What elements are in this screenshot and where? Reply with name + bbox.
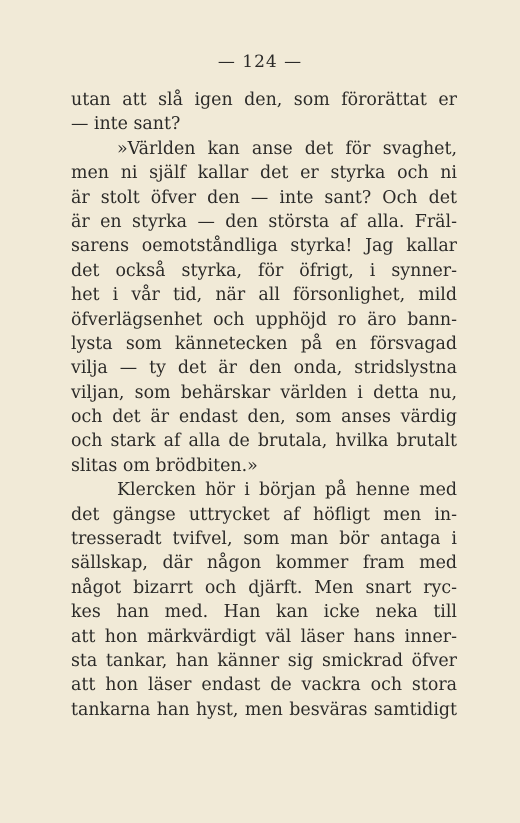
text-line: att hon läser endast de vackra och stora — [71, 675, 457, 696]
body-text — [71, 88, 457, 722]
text-line: het i vår tid, när all försonlighet, mild — [71, 285, 457, 306]
text-line: lysta som kännetecken på en försvagad — [71, 333, 457, 354]
text-line: är en styrka — den största af alla. Fräl- — [71, 211, 457, 232]
text-line: Klercken hör i början på henne med — [117, 480, 457, 501]
text-line: det gängse uttrycket af höfligt men in- — [71, 504, 457, 525]
text-line: — inte sant? — [71, 114, 181, 135]
text-line: vilja — ty det är den onda, stridslystna — [71, 358, 457, 379]
text-line: något bizarrt och djärft. Men snart ryc- — [71, 577, 457, 598]
text-line: slitas om brödbiten.» — [71, 455, 258, 476]
text-line: men ni själf kallar det er styrka och ni — [71, 163, 457, 184]
page-number: — 124 — — [217, 52, 303, 72]
text-line: sta tankar, han känner sig smickrad öfver — [71, 650, 457, 671]
text-line: »Världen kan anse det för svaghet, — [117, 138, 457, 159]
text-line: tresseradt tvifvel, som man bör antaga i — [71, 529, 457, 550]
text-line: öfverlägsenhet och upphöjd ro äro bann- — [71, 309, 457, 330]
text-line: tankarna han hyst, men besväras samtidigt — [71, 699, 457, 720]
text-line: sällskap, där någon kommer fram med — [71, 553, 457, 574]
text-line: att hon märkvärdigt väl läser hans inner- — [71, 626, 457, 647]
text-line: och det är endast den, som anses värdig — [71, 407, 457, 428]
text-line: kes han med. Han kan icke neka till — [71, 602, 457, 623]
text-line: och stark af alla de brutala, hvilka brutalt — [71, 431, 457, 452]
text-line: sarens oemotståndliga styrka! Jag kallar — [71, 236, 457, 257]
text-line: är stolt öfver den — inte sant? Och det — [71, 187, 457, 208]
text-line: utan att slå igen den, som förorättat er — [71, 90, 457, 110]
text-line: viljan, som behärskar världen i detta nu, — [71, 382, 457, 403]
text-line: det också styrka, för öfrigt, i synner- — [71, 260, 457, 281]
